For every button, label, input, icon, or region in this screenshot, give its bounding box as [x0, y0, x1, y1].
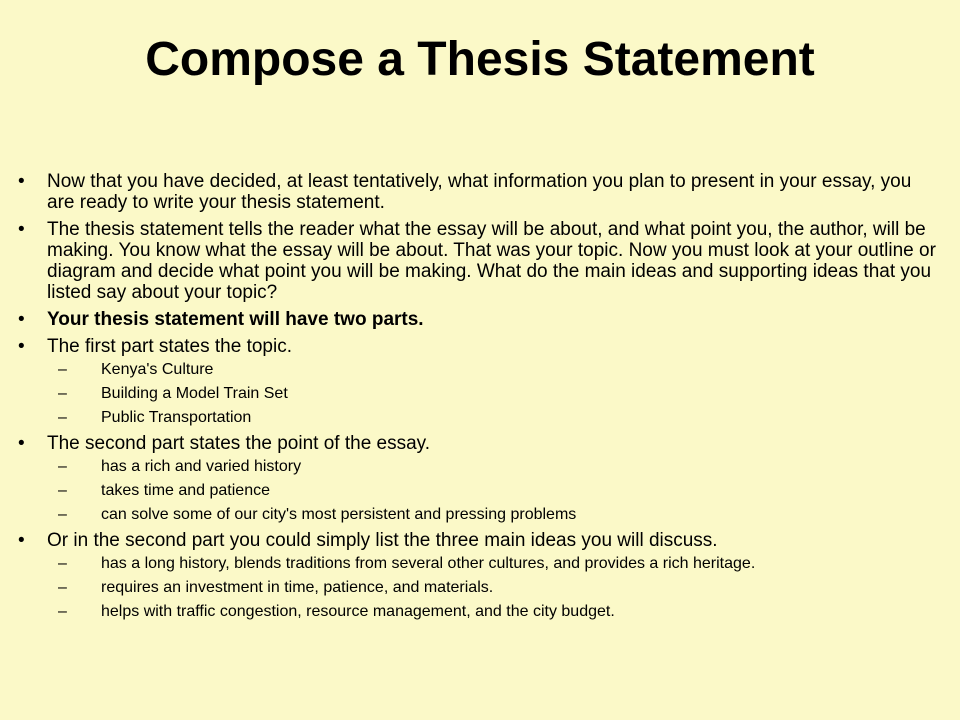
sub-item-text: helps with traffic congestion, resource management, and the city budget. [101, 603, 615, 620]
sub-item-text: Building a Model Train Set [101, 385, 288, 402]
sub-item-text: requires an investment in time, patience, and materials. [101, 579, 494, 596]
slide-title: Compose a Thesis Statement [145, 33, 815, 86]
dash-icon: – [58, 458, 67, 475]
bullet-text: Now that you have decided, at least tentatively, what information you plan to present in your essay, you are ready to write your thesis statement. [47, 171, 912, 213]
bullet-text: Your thesis statement will have two parts. [47, 309, 424, 330]
dash-icon: – [58, 409, 67, 426]
dash-icon: – [58, 555, 67, 572]
bullet-icon: • [18, 433, 25, 454]
sub-item-text: has a long history, blends traditions from several other cultures, and provides a rich heritage. [101, 555, 756, 572]
dash-icon: – [58, 385, 67, 402]
slide-content [18, 171, 943, 627]
sub-item [58, 555, 943, 573]
bullet-list [18, 171, 943, 621]
dash-icon: – [58, 603, 67, 620]
sub-item-text: Kenya's Culture [101, 361, 214, 378]
sub-item-text: can solve some of our city's most persistent and pressing problems [101, 506, 577, 523]
sub-item [58, 409, 943, 427]
sub-item [58, 385, 943, 403]
sub-item-text: Public Transportation [101, 409, 252, 426]
bullet-icon: • [18, 336, 25, 357]
sub-item-text: takes time and patience [101, 482, 270, 499]
bullet-icon: • [18, 530, 25, 551]
bullet-item-thesis-definition [18, 219, 943, 303]
sub-item [58, 458, 943, 476]
bullet-item-second-part [18, 433, 943, 524]
bullet-item-list-ideas [18, 530, 943, 621]
bullet-text: The second part states the point of the essay. [47, 433, 431, 454]
bullet-icon: • [18, 309, 25, 330]
bullet-item-intro [18, 171, 943, 213]
sub-item [58, 482, 943, 500]
bullet-icon: • [18, 171, 25, 192]
dash-icon: – [58, 579, 67, 596]
sub-item [58, 506, 943, 524]
dash-icon: – [58, 482, 67, 499]
bullet-text: The thesis statement tells the reader what the essay will be about, and what point you, the author, will be making. You know what the essay will be about. That was your topic. Now you must look at your outline or diagram and decide what point you will be making. What do the main ideas and supporting ideas that you listed say about your topic? [47, 219, 936, 303]
dash-icon: – [58, 361, 67, 378]
sub-list [47, 555, 943, 621]
sub-item-text: has a rich and varied history [101, 458, 302, 475]
bullet-text: The first part states the topic. [47, 336, 292, 357]
sub-list [47, 361, 943, 427]
dash-icon: – [58, 506, 67, 523]
sub-item [58, 361, 943, 379]
bullet-item-two-parts [18, 309, 943, 330]
sub-list [47, 458, 943, 524]
bullet-text: Or in the second part you could simply list the three main ideas you will discuss. [47, 530, 718, 551]
sub-item [58, 579, 943, 597]
sub-item [58, 603, 943, 621]
bullet-icon: • [18, 219, 25, 240]
bullet-item-first-part [18, 336, 943, 427]
